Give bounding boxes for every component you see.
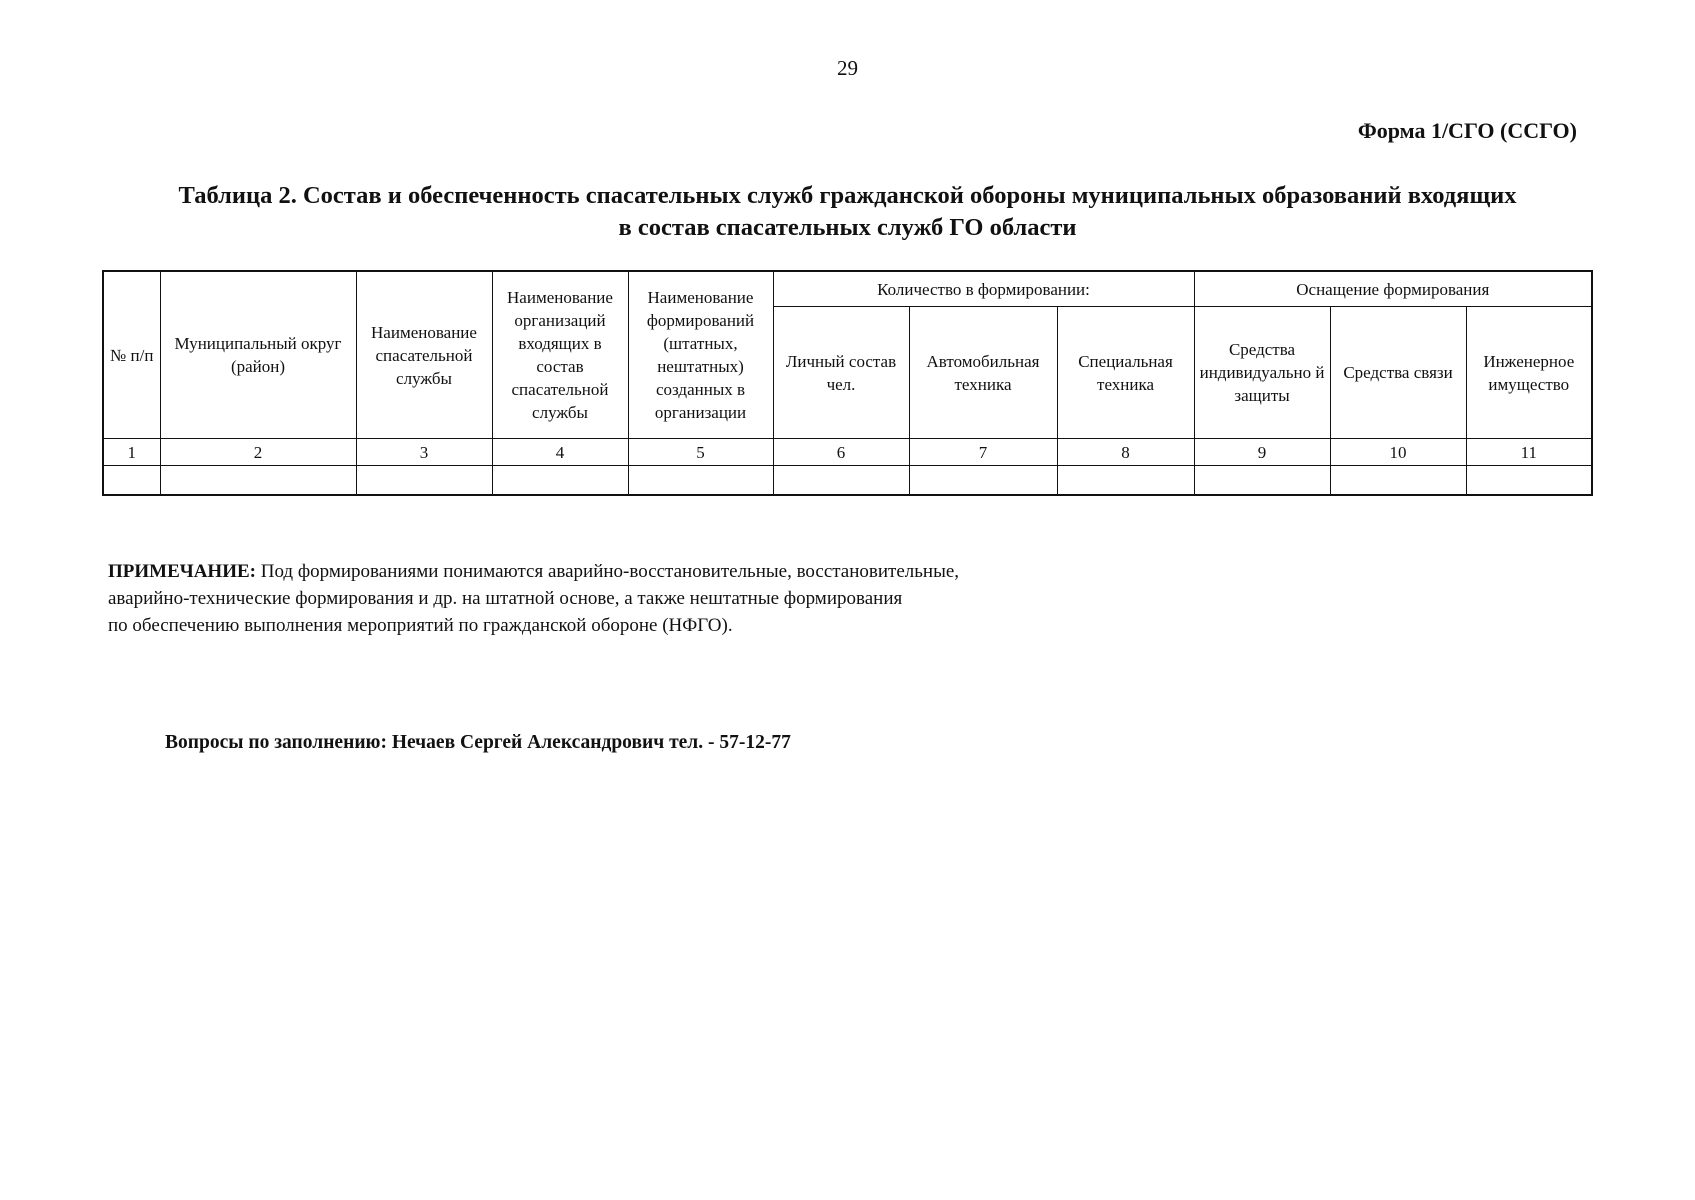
note-text-1: Под формированиями понимаются аварийно-восстановительные, восстановительные, (256, 561, 960, 582)
table-cell (1466, 466, 1592, 496)
header-service-name: Наименование спасательной службы (356, 271, 492, 439)
header-group-equipment: Оснащение формирования (1194, 271, 1592, 307)
column-number: 5 (628, 439, 773, 466)
table-title-line-2: в состав спасательных служб ГО области (618, 214, 1077, 241)
table-cell (1194, 466, 1330, 496)
table-title-line-1: Таблица 2. Состав и обеспеченность спасательных служб гражданской обороны муниципальных образований входящих (178, 182, 1517, 209)
header-group-quantity: Количество в формировании: (773, 271, 1194, 307)
column-number: 3 (356, 439, 492, 466)
column-number: 8 (1057, 439, 1194, 466)
table-cell (1057, 466, 1194, 496)
table-cell (773, 466, 909, 496)
column-number: 7 (909, 439, 1057, 466)
header-communications: Средства связи (1330, 307, 1466, 439)
table-cell (160, 466, 356, 496)
table-row (103, 466, 1592, 496)
table-title (90, 180, 1605, 244)
header-organizations: Наименование организаций входящих в состав спасательной службы (492, 271, 628, 439)
column-number: 10 (1330, 439, 1466, 466)
column-number: 1 (103, 439, 160, 466)
column-number: 6 (773, 439, 909, 466)
note (108, 558, 959, 639)
note-label: ПРИМЕЧАНИЕ: (108, 561, 256, 582)
header-formations: Наименование формирований (штатных, нештатных) созданных в организации (628, 271, 773, 439)
table-cell (1330, 466, 1466, 496)
header-engineering-property: Инженерное имущество (1466, 307, 1592, 439)
note-line-3: по обеспечению выполнения мероприятий по гражданской обороне (НФГО). (108, 615, 733, 636)
table-cell (103, 466, 160, 496)
header-number: № п/п (103, 271, 160, 439)
column-number: 9 (1194, 439, 1330, 466)
page-number: 29 (837, 56, 858, 80)
column-number: 2 (160, 439, 356, 466)
table-header-row-1 (103, 271, 1592, 307)
header-special-equipment: Специальная техника (1057, 307, 1194, 439)
header-personnel: Личный состав чел. (773, 307, 909, 439)
table-cell (628, 466, 773, 496)
header-personal-protection: Средства индивидуально й защиты (1194, 307, 1330, 439)
table-cell (492, 466, 628, 496)
header-municipal-district: Муниципальный округ (район) (160, 271, 356, 439)
form-label: Форма 1/СГО (ССГО) (1357, 118, 1577, 143)
column-number-row (103, 439, 1592, 466)
rescue-services-table (102, 270, 1593, 496)
column-number: 4 (492, 439, 628, 466)
note-line-1 (108, 558, 959, 585)
contact-info: Вопросы по заполнению: Нечаев Сергей Александрович тел. - 57-12-77 (165, 732, 791, 753)
table-cell (356, 466, 492, 496)
table-cell (909, 466, 1057, 496)
header-vehicles: Автомобильная техника (909, 307, 1057, 439)
column-number: 11 (1466, 439, 1592, 466)
note-line-2: аварийно-технические формирования и др. на штатной основе, а также нештатные формирования (108, 588, 903, 609)
